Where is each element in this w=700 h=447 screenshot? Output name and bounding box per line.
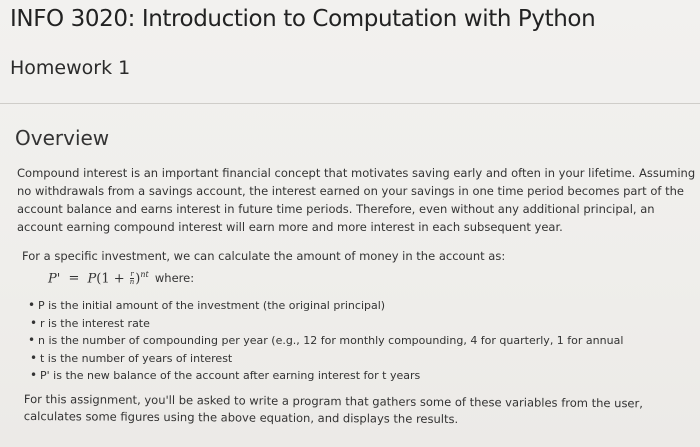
formula-open: (1 + bbox=[96, 271, 125, 287]
page-subtitle: Homework 1 bbox=[10, 57, 131, 79]
divider bbox=[0, 103, 700, 104]
formula-where: where: bbox=[154, 271, 195, 286]
variable-list bbox=[30, 297, 623, 385]
formula-close: ) bbox=[135, 271, 141, 287]
section-heading: Overview bbox=[15, 126, 110, 150]
formula-intro-paragraph: For a specific investment, we can calculate the amount of money in the account as: bbox=[22, 249, 506, 263]
formula-fraction-numerator: r bbox=[130, 270, 134, 279]
list-item: • r is the interest rate bbox=[32, 315, 623, 333]
intro-paragraph: Compound interest is an important financial concept that motivates saving early and often in your lifetime. Assuming no withdrawals from a savings account, the interest earned on your savings in one time period becomes part of the account balance and earns interest in future time periods. Therefore, even without any additional principal, an account earning compound interest will earn more and more interest in each subsequent year. bbox=[17, 166, 696, 234]
list-item: • P is the initial amount of the investment (the original principal) bbox=[30, 297, 623, 315]
formula-fraction-denominator: n bbox=[129, 278, 135, 287]
assignment-paragraph: For this assignment, you'll be asked to write a program that gathers some of these variables from the user, calculates some figures using the above equation, and displays the results. bbox=[23, 391, 643, 427]
formula-exponent: nt bbox=[140, 270, 149, 279]
list-item: • P' is the new balance of the account after earning interest for t years bbox=[32, 367, 623, 385]
formula-principal: P bbox=[87, 271, 97, 287]
formula-equals: = bbox=[68, 271, 80, 287]
formula-fraction bbox=[130, 271, 135, 286]
formula-lhs: P' bbox=[48, 271, 61, 287]
list-item: • t is the number of years of interest bbox=[32, 350, 623, 368]
list-item: • n is the number of compounding per year (e.g., 12 for monthly compounding, 4 for quarterly, 1 for annual bbox=[30, 332, 623, 350]
page-title: INFO 3020: Introduction to Computation with Python bbox=[10, 6, 596, 32]
compound-interest-formula bbox=[48, 270, 194, 286]
